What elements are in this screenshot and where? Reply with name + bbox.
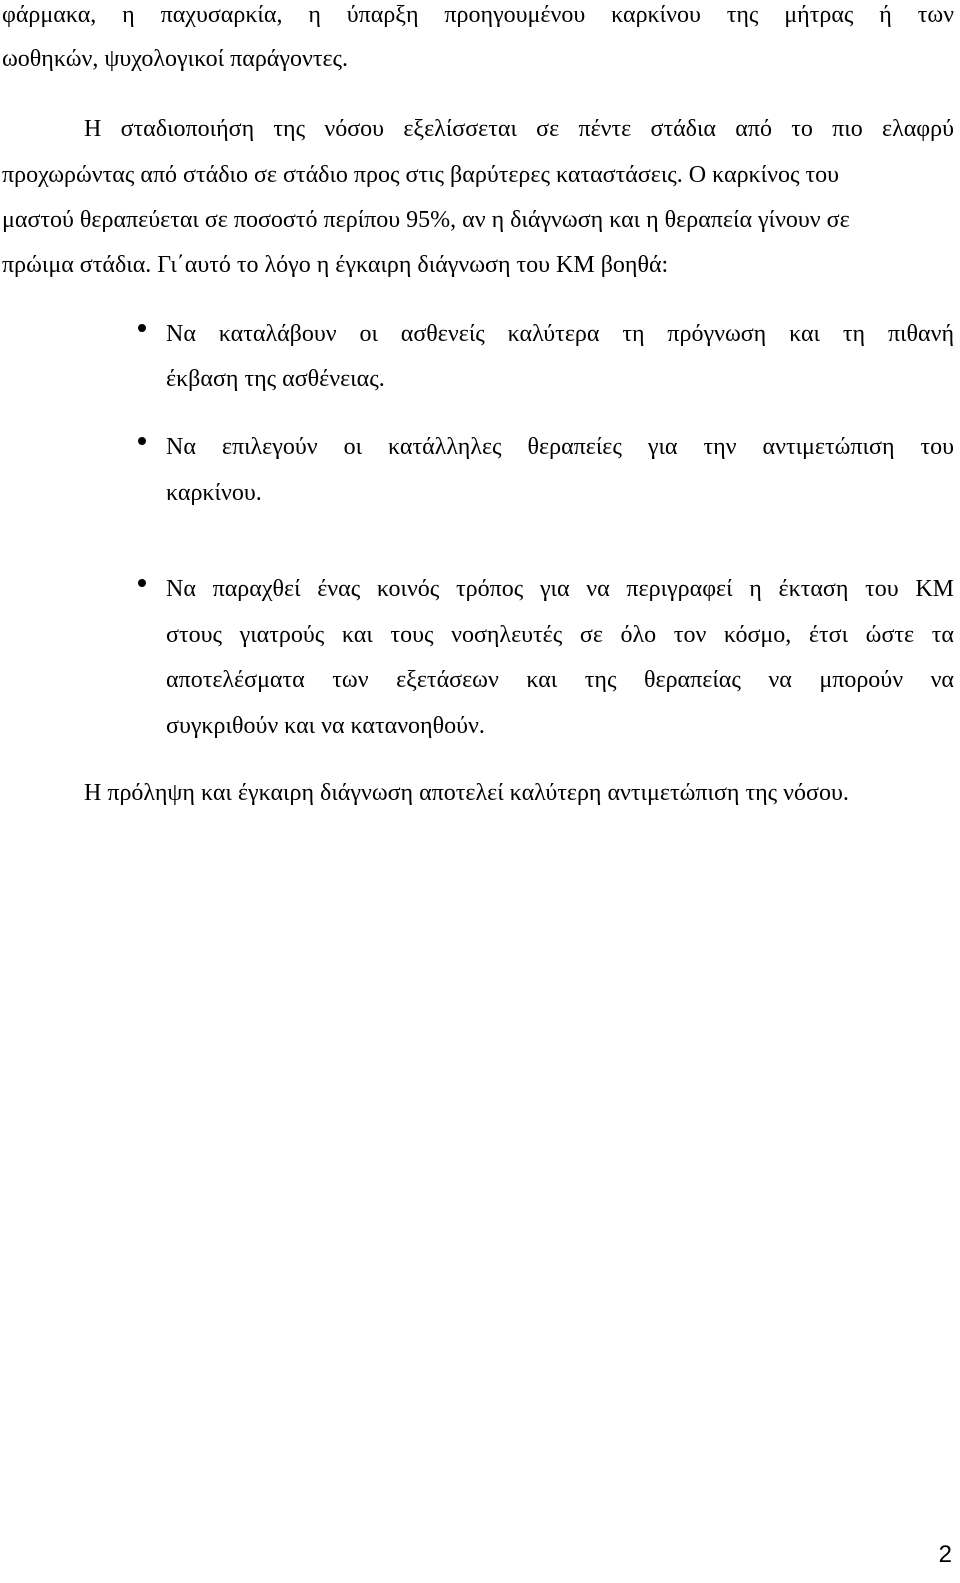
page-number: 2 xyxy=(938,1541,952,1568)
bullet-3-line-3: αποτελέσματα των εξετάσεων και της θεραπείας να μπορούν να xyxy=(166,667,954,693)
closing-sentence: Η πρόληψη και έγκαιρη διάγνωση αποτελεί καλύτερη αντιμετώπιση της νόσου. xyxy=(84,780,849,806)
bullet-3-line-2: στους γιατρούς και τους νοσηλευτές σε όλο τον κόσμο, έτσι ώστε τα xyxy=(166,622,954,648)
bullet-1-line-2: έκβαση της ασθένειας. xyxy=(166,366,385,392)
paragraph-2-line-4: πρώιμα στάδια. Γι΄αυτό το λόγο η έγκαιρη διάγνωση του ΚΜ βοηθά: xyxy=(2,252,669,278)
bullet-2-line-1: Να επιλεγούν οι κατάλληλες θεραπείες για την αντιμετώπιση του xyxy=(166,434,954,460)
paragraph-1-line-1: φάρμακα, η παχυσαρκία, η ύπαρξη προηγουμένου καρκίνου της μήτρας ή των xyxy=(2,2,954,28)
bullet-icon xyxy=(138,579,146,587)
paragraph-2-line-3: μαστού θεραπεύεται σε ποσοστό περίπου 95%, αν η διάγνωση και η θεραπεία γίνουν σε xyxy=(2,207,850,233)
bullet-icon xyxy=(138,437,146,445)
paragraph-2-line-1: Η σταδιοποιήση της νόσου εξελίσσεται σε πέντε στάδια από το πιο ελαφρύ xyxy=(84,116,954,142)
paragraph-2-line-2: προχωρώντας από στάδιο σε στάδιο προς στις βαρύτερες καταστάσεις. Ο καρκίνος του xyxy=(2,162,839,188)
paragraph-1-line-2: ωοθηκών, ψυχολογικοί παράγοντες. xyxy=(2,46,349,72)
bullet-3-line-1: Να παραχθεί ένας κοινός τρόπος για να περιγραφεί η έκταση του ΚΜ xyxy=(166,576,954,602)
bullet-1-line-1: Να καταλάβουν οι ασθενείς καλύτερα τη πρόγνωση και τη πιθανή xyxy=(166,321,954,347)
bullet-2-line-2: καρκίνου. xyxy=(166,480,262,506)
bullet-3-line-4: συγκριθούν και να κατανοηθούν. xyxy=(166,713,485,739)
bullet-icon xyxy=(138,324,146,332)
